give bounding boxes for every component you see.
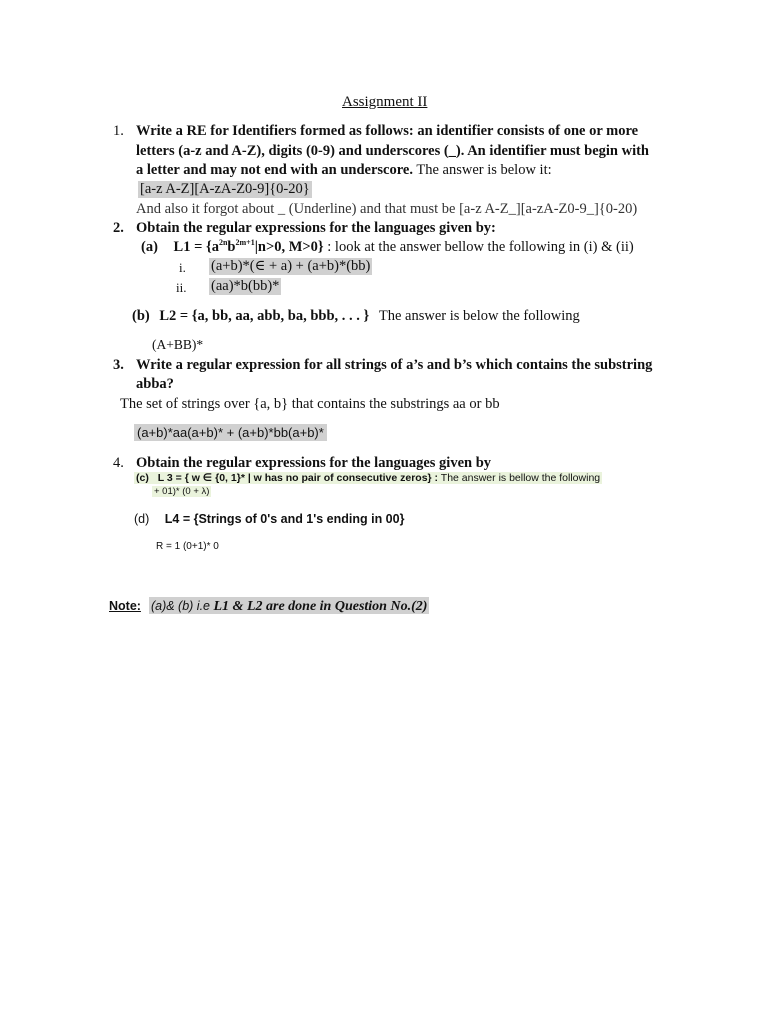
q4d-lang: L4 = {Strings of 0's and 1's ending in 00}	[164, 512, 405, 526]
q2-number: 2.	[113, 220, 124, 236]
q2b-rest: The answer is below the following	[378, 308, 580, 324]
q2a-lang: $L1 = \{a^{2n}b^{2m+1}|n>0$, M>0}	[173, 238, 324, 255]
q4d-line	[134, 512, 404, 526]
q1-line3	[136, 162, 552, 179]
q2b-lang: L2 = {a, bb, aa, abb, ba, bbb, . . . }	[159, 308, 370, 324]
q1-line3-rest: The answer is below it:	[412, 162, 552, 178]
note-prefix: (a)& (b) i.e	[150, 599, 210, 613]
q2a-rest: : look at the answer bellow the following in (i) & (ii)	[323, 239, 634, 255]
q1-number: 1.	[113, 123, 124, 139]
q2b-line	[132, 308, 580, 325]
q4c-rest: The answer is bellow the following	[438, 472, 601, 484]
q1-note: And also it forgot about _ (Underline) and that must be [a-z A-Z_][a-zA-Z0-9_]{0-20)	[136, 201, 638, 217]
q2a-i-number: i.	[179, 260, 186, 275]
q3-line1: Write a regular expression for all strings of a’s and b’s which contains the substring	[136, 357, 653, 373]
note-label: Note:	[109, 599, 141, 613]
q4-text: Obtain the regular expressions for the languages given by	[136, 455, 492, 471]
q4c-label: (c)	[136, 472, 149, 484]
q4c-answer: + 01)* (0 + λ)	[154, 486, 210, 497]
page-title: Assignment II	[342, 94, 428, 110]
q3-desc: The set of strings over {a, b} that contains the substrings aa or bb	[120, 396, 500, 412]
q3-answer: (a+b)*aa(a+b)* + (a+b)*bb(a+b)*	[134, 424, 327, 441]
note-line	[109, 597, 429, 615]
q4c-line	[134, 472, 602, 484]
q4c-lang: L 3 = { w ∈ {0, 1}* | w has no pair of consecutive zeros} :	[157, 472, 439, 484]
q4d-label: (d)	[134, 512, 150, 526]
q4-number: 4.	[113, 455, 124, 471]
q3-line2: abba?	[136, 376, 174, 392]
q4d-answer: R = 1 (0+1)* 0	[156, 541, 219, 552]
q3-number: 3.	[113, 357, 124, 373]
q2a-i-answer: (a+b)*(∈ + a) + (a+b)*(bb)	[211, 258, 371, 274]
q2a-label: (a)	[141, 239, 158, 255]
q2b-answer: (A+BB)*	[152, 337, 204, 352]
q2a-ii-number: ii.	[176, 280, 187, 295]
q1-line2: letters (a-z and A-Z), digits (0-9) and underscores (_). An identifier must begin with	[136, 143, 649, 159]
q1-answer: [a-z A-Z][A-zA-Z0-9]{0-20}	[140, 181, 310, 197]
q2b-label: (b)	[132, 308, 150, 324]
q1-line3-bold: a letter and may not end with an underscore.	[136, 162, 413, 178]
q1-line1: Write a RE for Identifiers formed as follows: an identifier consists of one or more	[136, 123, 639, 139]
note-highlight	[149, 597, 429, 614]
note-main: L1 & L2 are done in Question No.(2)	[210, 599, 428, 614]
q2a-line	[141, 239, 634, 256]
q2-text: Obtain the regular expressions for the languages given by:	[136, 220, 496, 236]
q2a-ii-answer: (aa)*b(bb)*	[211, 278, 280, 294]
